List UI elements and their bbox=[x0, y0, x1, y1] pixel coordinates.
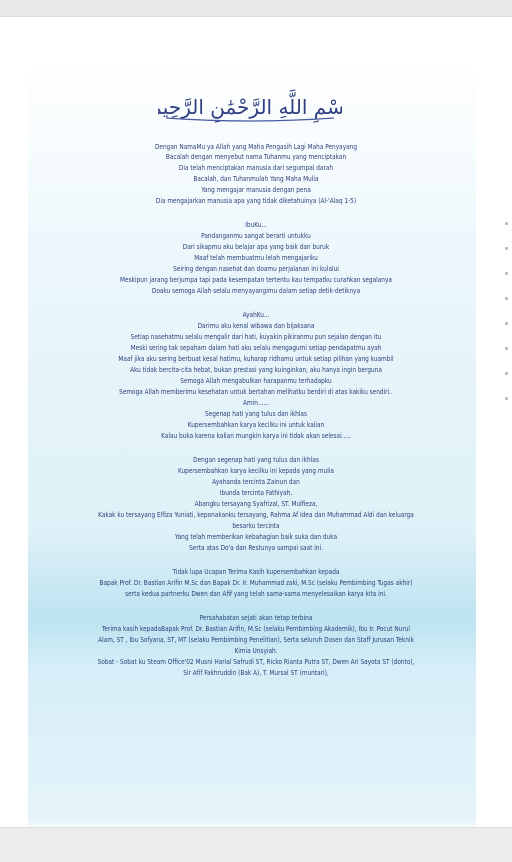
text-line: Amin...... bbox=[243, 399, 269, 407]
text-line: Sobat - Sobat ku Steam Office'02 Musni Harial Safrudi ST, Ricko Rianta Putra ST, Dwen Ari Sayota ST (donto), bbox=[97, 658, 415, 666]
basmala-graphic bbox=[158, 88, 342, 124]
text-line: Yang telah memberikan kebahagian baik suka dan duka bbox=[174, 533, 338, 541]
text-line: Doaku semoga Allah selalu menyayangimu dalam setiap detik-detiknya bbox=[151, 287, 361, 295]
text-line: Seiring dengan nasehat dan doamu perjalanan ini kulalui bbox=[173, 265, 339, 273]
text-line: Dia mengajarkan manusia apa yang tidak diketahuinya (Al-'Alaq 1-5) bbox=[155, 197, 357, 205]
basmala-text: بِسْمِ اللَّهِ الرَّحْمَٰنِ الرَّحِيمِ bbox=[158, 95, 342, 119]
text-line: besarku tercinta bbox=[232, 522, 280, 530]
text-line: serta kedua partnerku Dwen dan Afif yang telah sama-sama menyelesaikan karya kita ini. bbox=[125, 590, 387, 598]
text-line: Serta atas Do'a dan Restunya sampai saat ini. bbox=[189, 544, 323, 552]
text-line: Bacalah, dan Tuhanmulah Yang Maha Mulia bbox=[193, 175, 319, 183]
text-line: Kakak ku tersayang Elfiza Yuniati, keponakanku tersayang, Rahma Af Idea dan Muhammad Aldi dan keluarga bbox=[98, 511, 414, 519]
text-line: Yang mengajar manusia dengan pena bbox=[201, 186, 311, 194]
text-line: Alam, ST , Ibu Sofyana, ST, MT (selaku Pembimbing Penelitian), Serta seluruh Dosen dan Staff Jurusan Teknik bbox=[98, 636, 414, 644]
text-line: Ibunda tercinta Fathiyah. bbox=[219, 489, 293, 497]
text-line: Kimia Unsyiah. bbox=[234, 647, 278, 655]
text-line: Darimu aku kenal wibawa dan bijaksana bbox=[197, 322, 315, 330]
text-line: Kupersembahkan karya kecilku ini untuk kalian bbox=[187, 421, 325, 429]
text-line: AyahKu... bbox=[242, 311, 270, 319]
text-line: Pandanganmu sangat berarti untukku bbox=[201, 232, 311, 240]
text-line: Dengan segenap hati yang tulus dan ikhlas bbox=[193, 456, 319, 464]
text-line: Tidak lupa Ucapan Terima Kasih kupersembahkan kepada bbox=[172, 568, 340, 576]
text-line: Meskipun jarang berjumpa tapi pada kesempatan tertentu kau tempatku curahkan segalanya bbox=[120, 276, 392, 284]
bottom-scan-border bbox=[0, 827, 512, 862]
text-line: Terima kasih kepadaBapak Prof. Dr. Bastian Arifin, M.Sc (selaku Pembimbing Akademik), Ibu Ir. Pocut Nurul bbox=[101, 625, 411, 633]
text-line: Bapak Prof. Dr. Bastian Arifin M.Sc dan Bapak Dr. Ir. Muhammad zaki, M.Sc (selaku Pembimbing Tugas akhir) bbox=[99, 579, 413, 587]
top-scan-border bbox=[0, 0, 512, 17]
text-line: Bacalah dengan menyebut nama Tuhanmu yang menciptakan bbox=[165, 153, 347, 161]
text-line: Aku tidak bercita-cita hebat, bukan prestasi yang kuinginkan, aku hanya ingin berguna bbox=[130, 366, 382, 374]
text-line: Dengan NamaMu ya Allah yang Maha Pengasih Lagi Maha Penyayang bbox=[154, 143, 358, 151]
text-line: Dari sikapmu aku belajar apa yang baik dan buruk bbox=[182, 243, 330, 251]
text-line: Abangku tersayang Syafrizal, ST. Mulfieza, bbox=[194, 500, 318, 508]
text-line: Setiap nasehatmu selalu mengalir dari hati, kuyakin pikiranmu pun sejalan dengan itu bbox=[130, 333, 382, 341]
text-line: Persahabatan sejati akan tetap terbina bbox=[199, 614, 313, 622]
text-line: Ayahanda tercinta Zainun dan bbox=[212, 478, 300, 486]
text-line: Dia telah menciptakan manusia dari segumpal darah bbox=[178, 164, 334, 172]
text-line: Sir Afif Fakhruddin (Bak A), T. Mursal ST (muntari), bbox=[183, 669, 329, 677]
text-line: IbuKu... bbox=[245, 221, 267, 229]
text-line: Meski sering tak sepaham dalam hati aku selalu mengagumi setiap pendapatmu ayah bbox=[130, 344, 382, 352]
text-line: Maaf jika aku sering berbuat kesal hatimu, kuharap ridhamu untuk setiap pilihan yang kuambil bbox=[118, 355, 394, 363]
basmala-calligraphy bbox=[158, 88, 342, 124]
text-line: Semoga Allah memberimu kesehatan untuk bertahan melihatku berdiri di atas kakiku sendiri.. bbox=[119, 388, 393, 396]
text-line: Kupersembahkan karya kecilku ini kepada yang mulia bbox=[178, 467, 334, 475]
text-line: Segenap hati yang tulus dan ikhlas bbox=[204, 410, 307, 418]
text-line: Maaf telah membuatmu lelah mengajariku bbox=[194, 254, 318, 262]
text-line: Semoga Allah mengabulkan harapanmu terhadapku bbox=[180, 377, 332, 385]
scan-margin-marks bbox=[505, 200, 511, 500]
text-line: Kalau buka karena kalian mungkin karya ini tidak akan selesai..... bbox=[161, 432, 351, 440]
